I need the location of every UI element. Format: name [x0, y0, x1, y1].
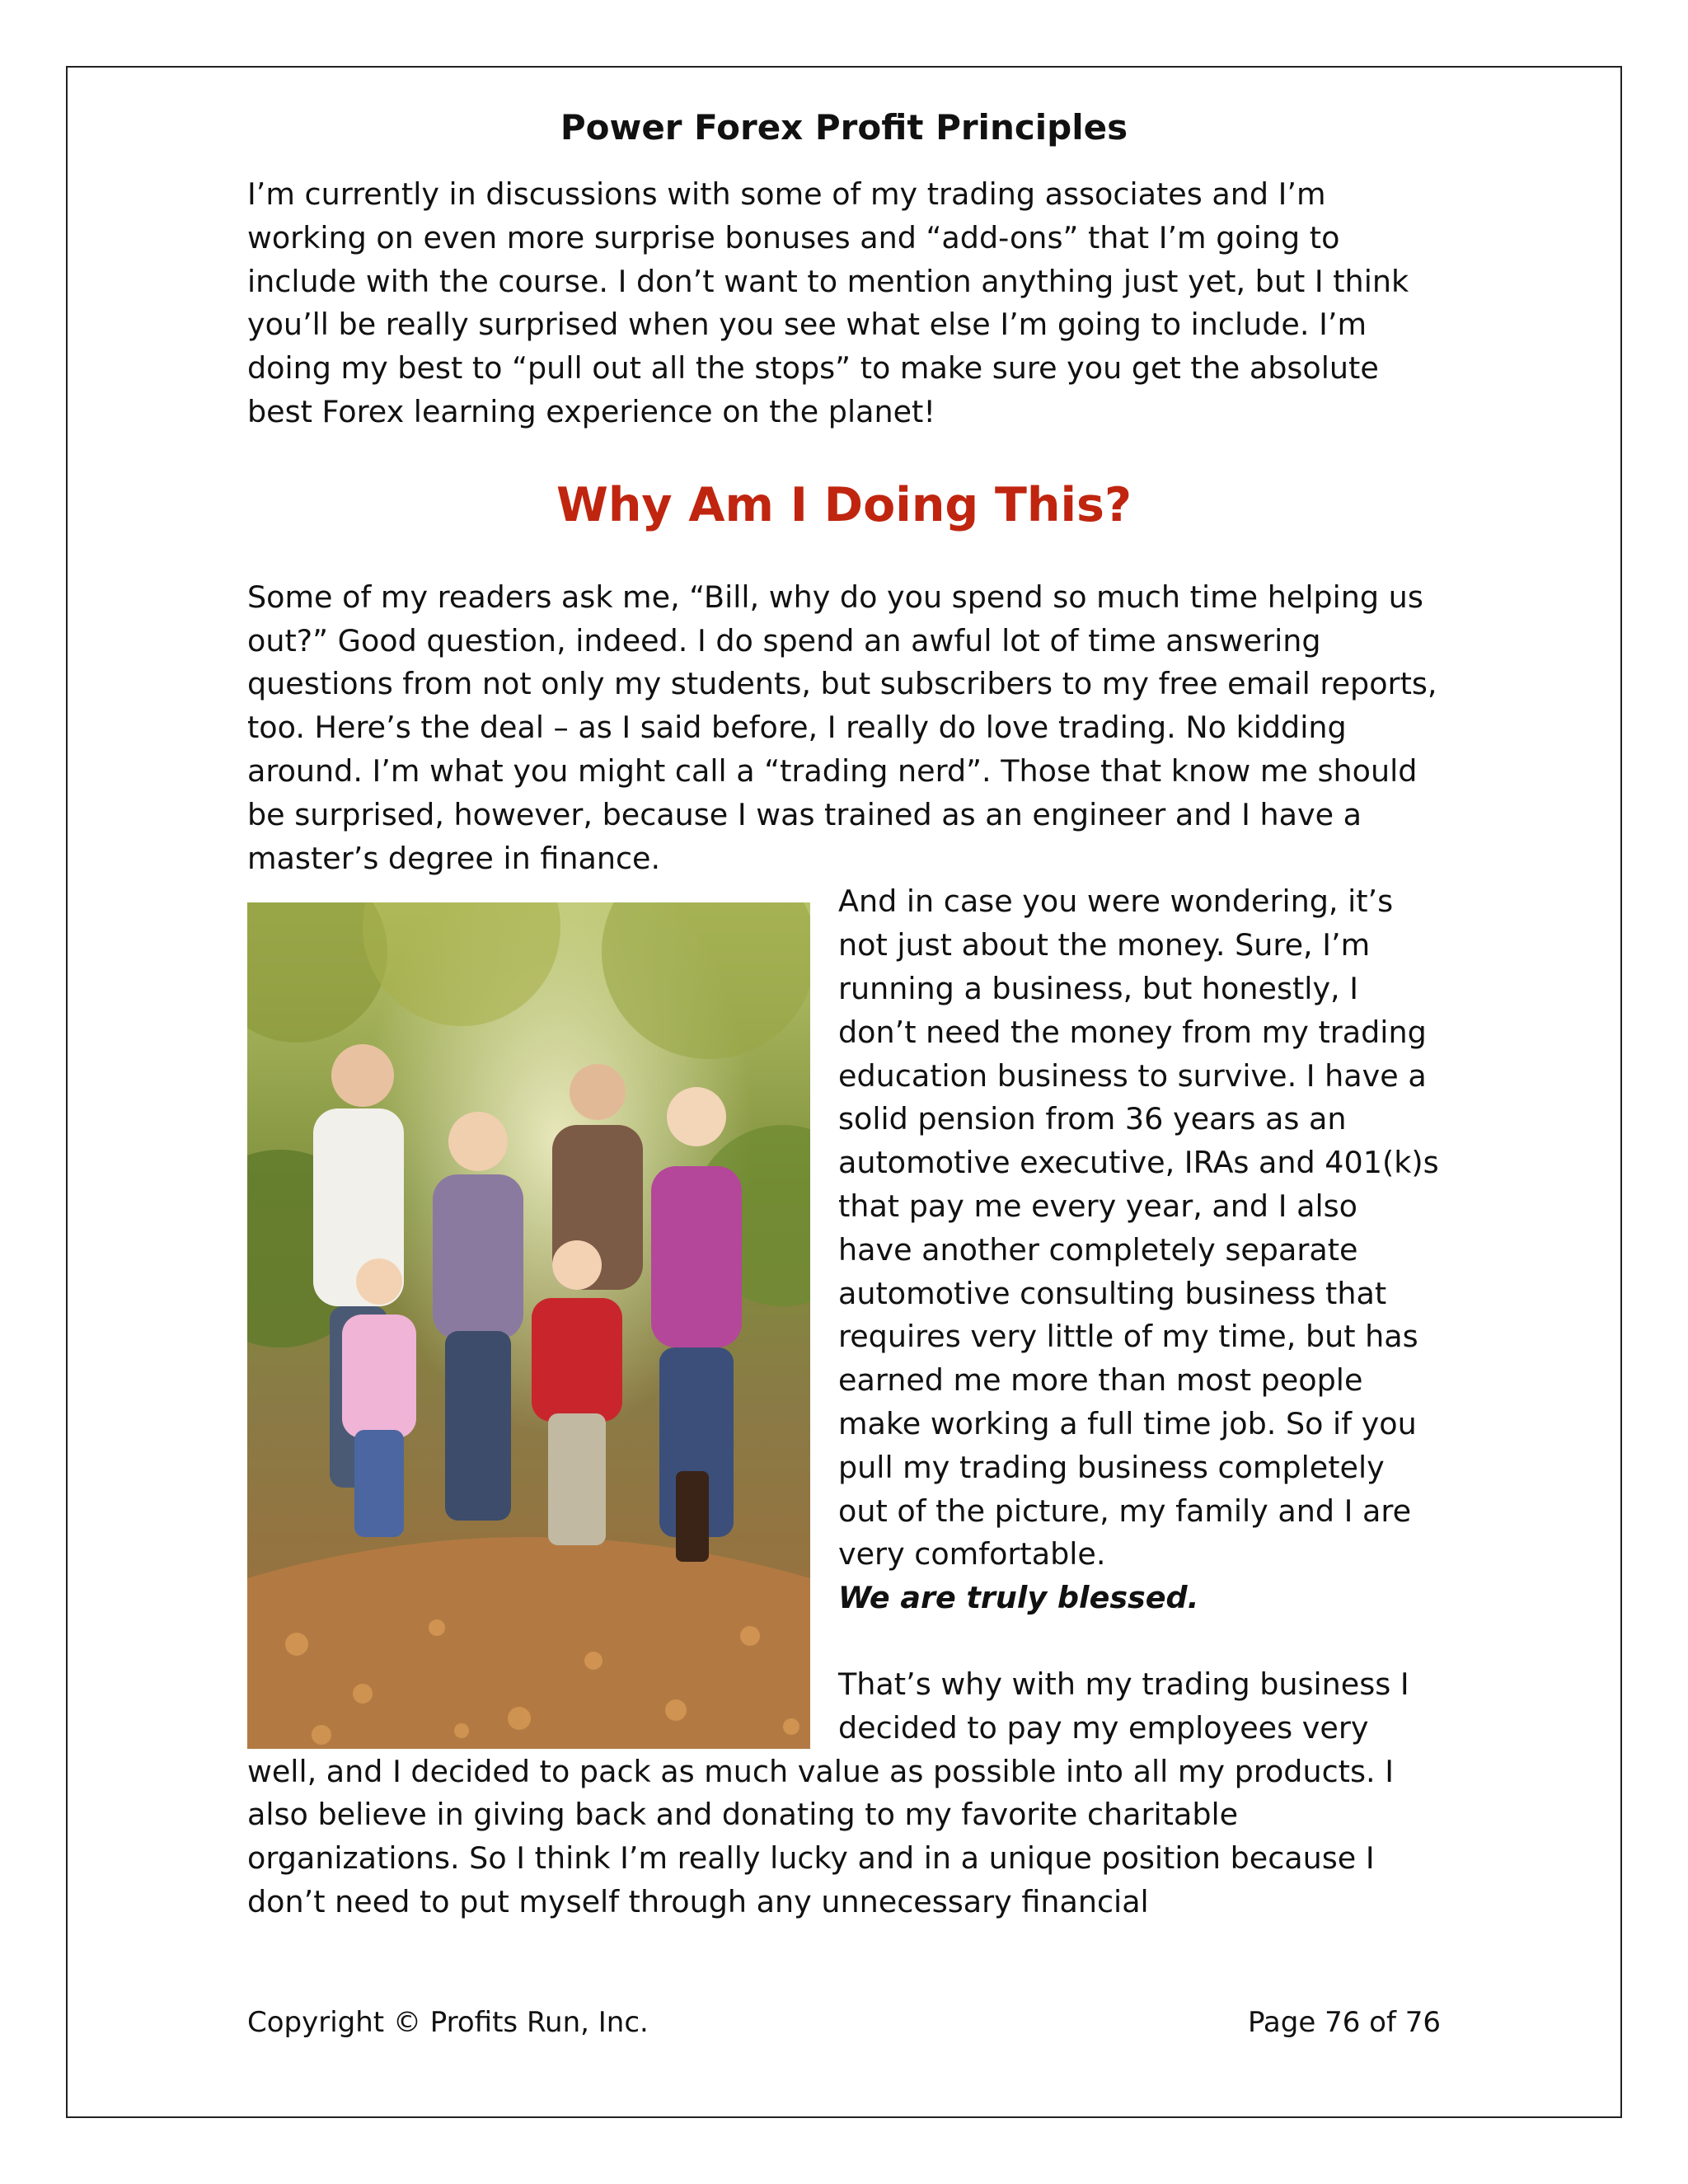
employees-paragraph: That’s why with my trading business I decided to pay my employees very well, and I decided to pack as much value as possible into all my products. I also believe in giving back and donating to my favorite charitable organizations. So I think I’m really lucky and in a unique position because I don’t need to put myself through any unnecessary financial: [247, 1666, 1409, 1919]
document-title: Power Forex Profit Principles: [560, 107, 1128, 148]
money-text: And in case you were wondering, it’s not just about the money. Sure, I’m running a business, but honestly, I don’t need the money from my trading education business to survive. I have a solid pension from 36 years as an automotive executive, IRAs and 401(k)s that pay me every year, and I also have another completely separate automotive consulting business that requires very little of my time, but has earned me more than most people make working a full time job. So if you pull my trading business completely out of the picture, my family and I are very comfortable.: [838, 883, 1439, 1572]
page-footer: [247, 2002, 1441, 2043]
page-number: Page 76 of 76: [1247, 2006, 1441, 2039]
blessed-line: We are truly blessed.: [838, 1580, 1199, 1616]
page-content: [247, 101, 1441, 1924]
copyright-text: Copyright © Profits Run, Inc.: [247, 2006, 649, 2039]
family-photo: [247, 902, 810, 1749]
section-heading: Why Am I Doing This?: [556, 477, 1132, 532]
intro-paragraph: I’m currently in discussions with some of my trading associates and I’m working on even more surprise bonuses and “add-ons” that I’m going to include with the course. I don’t want to mention anything just yet, but I think you’ll be really surprised when you see what else I’m going to include. I’m doing my best to “pull out all the stops” to make sure you get the absolute best Forex learning experience on the planet!: [247, 176, 1409, 429]
readers-paragraph: Some of my readers ask me, “Bill, why do you spend so much time helping us out?” Good question, indeed. I do spend an awful lot of time answering questions from not only my students, but subscribers to my free email reports, too. Here’s the deal – as I said before, I really do love trading. No kidding around. I’m what you might call a “trading nerd”. Those that know me should be surprised, however, because I was trained as an engineer and I have a master’s degree in finance.: [247, 579, 1437, 876]
